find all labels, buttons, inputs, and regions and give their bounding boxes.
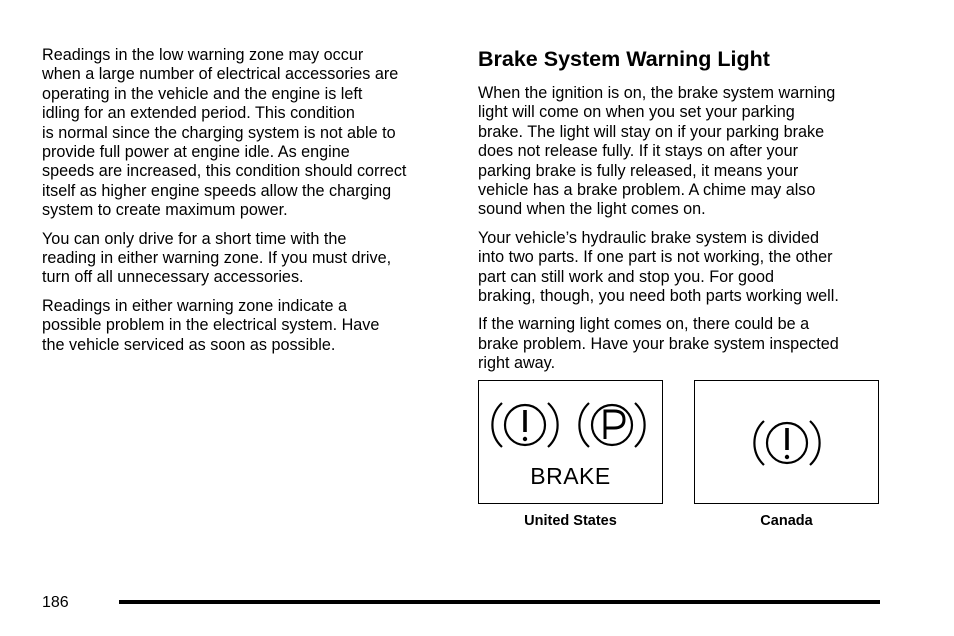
paragraph-warning-light-behavior: When the ignition is on, the brake system warning light will come on when you set your parking brake. The light will stay on if your parking brake does not release fully. If it stays on after your parking brake is fully released, it means your vehicle has a brake problem. A chime may also sound when the light comes on.	[478, 84, 836, 219]
page-number: 186	[42, 594, 69, 611]
section-heading: Brake System Warning Light	[478, 47, 770, 71]
brake-label: BRAKE	[530, 463, 611, 489]
paragraph-electrical-problem: Readings in either warning zone indicate a possible problem in the electrical system. Have the vehicle serviced as soon as possible.	[42, 296, 380, 354]
brake-warning-icon	[492, 403, 557, 447]
right-column	[478, 46, 888, 383]
paragraph-short-drive: You can only drive for a short time with the reading in either warning zone. If you must drive, turn off all unnecessary accessories.	[42, 229, 392, 287]
brake-symbols-canada	[695, 381, 880, 505]
caption-united-states: United States	[524, 513, 617, 529]
paragraph-low-warning-zone: Readings in the low warning zone may occur when a large number of electrical accessories are operating in the vehicle and the engine is left idling for an extended period. This condition is normal since the charging system is not able to provide full power at engine idle. As engine speeds are increased, this condition should correct itself as higher engine speeds allow the charging system to create maximum power.	[42, 46, 407, 220]
figure-us-brake-light	[478, 380, 663, 504]
caption-canada: Canada	[760, 513, 813, 529]
parking-brake-icon	[579, 403, 644, 447]
footer-rule	[119, 600, 880, 604]
paragraph-hydraulic-system: Your vehicle’s hydraulic brake system is divided into two parts. If one part is not working, the other part can still work and stop you. For good braking, though, you need both parts working well.	[478, 228, 839, 306]
left-column	[42, 46, 452, 364]
brake-warning-icon	[754, 421, 819, 465]
brake-symbols-us	[479, 381, 664, 461]
paragraph-light-comes-on: If the warning light comes on, there could be a brake problem. Have your brake system inspected right away.	[478, 315, 839, 373]
figure-canada-brake-light	[694, 380, 879, 504]
